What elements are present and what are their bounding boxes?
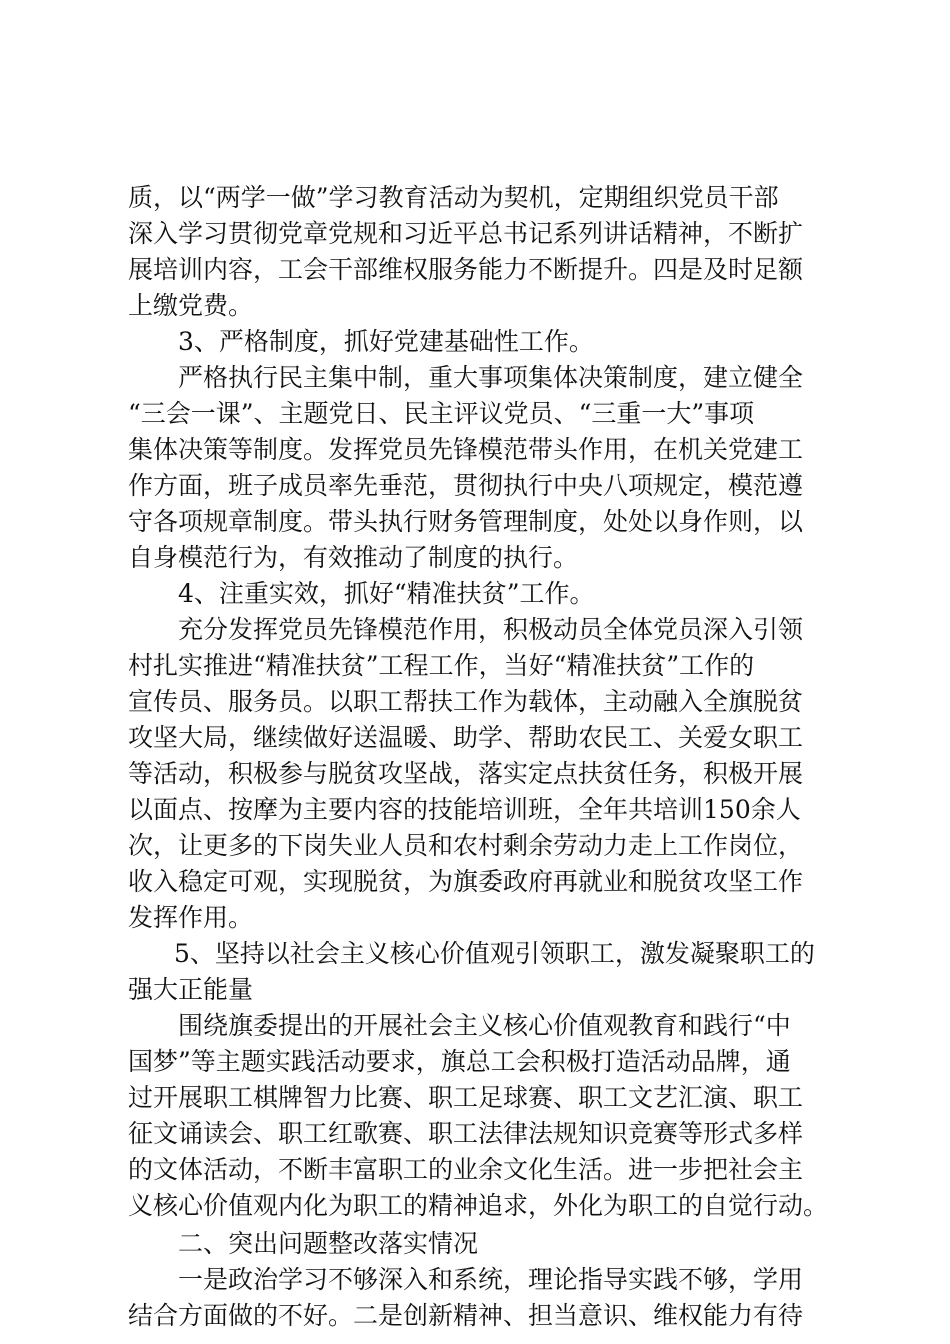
text-line: 围绕旗委提出的开展社会主义核心价值观教育和践行“中 (178, 1011, 791, 1040)
text-line: 等活动，积极参与脱贫攻坚战，落实定点扶贫任务，积极开展 (128, 759, 804, 788)
text-line: 守各项规章制度。带头执行财务管理制度，处处以身作则，以 (128, 507, 804, 536)
text-line: “三会一课”、主题党日、民主评议党员、“三重一大”事项 (128, 399, 755, 428)
text-line: 展培训内容，工会干部维权服务能力不断提升。四是及时足额 (128, 255, 804, 284)
text-line: 攻坚大局，继续做好送温暖、助学、帮助农民工、关爱女职工 (128, 723, 804, 752)
text-line: 深入学习贯彻党章党规和习近平总书记系列讲话精神，不断扩 (128, 219, 804, 248)
section-heading: 二、突出问题整改落实情况 (178, 1229, 479, 1258)
text-line: 国梦”等主题实践活动要求，旗总工会积极打造活动品牌，通 (128, 1047, 791, 1076)
text-line: 发挥作用。 (128, 903, 254, 932)
text-line: 的文体活动，不断丰富职工的业余文化生活。进一步把社会主 (128, 1155, 804, 1184)
text-line: 作方面，班子成员率先垂范，贯彻执行中央八项规定，模范遵 (128, 471, 804, 500)
text-line: 结合方面做的不好。二是创新精神、担当意识、维权能力有待 (128, 1301, 804, 1330)
text-line: 充分发挥党员先锋模范作用，积极动员全体党员深入引领 (178, 615, 804, 644)
text-line: 次，让更多的下岗失业人员和农村剩余劳动力走上工作岗位， (128, 831, 804, 860)
text-line: 宣传员、服务员。以职工帮扶工作为载体，主动融入全旗脱贫 (128, 687, 804, 716)
section-heading: 4、注重实效，抓好“精准扶贫”工作。 (178, 579, 595, 608)
section-heading: 3、严格制度，抓好党建基础性工作。 (178, 327, 594, 356)
text-line: 过开展职工棋牌智力比赛、职工足球赛、职工文艺汇演、职工 (128, 1083, 804, 1112)
text-line: 收入稳定可观，实现脱贫，为旗委政府再就业和脱贫攻坚工作 (128, 867, 804, 896)
section-heading: 5、坚持以社会主义核心价值观引领职工，激发凝聚职工的 (174, 939, 815, 968)
text-line: 严格执行民主集中制，重大事项集体决策制度，建立健全 (178, 363, 804, 392)
text-line: 村扎实推进“精准扶贫”工程工作，当好“精准扶贫”工作的 (128, 651, 755, 680)
text-line: 以面点、按摩为主要内容的技能培训班，全年共培训150余人 (128, 795, 801, 824)
text-line: 强大正能量 (128, 975, 254, 1004)
text-line: 征文诵读会、职工红歌赛、职工法律法规知识竞赛等形式多样 (128, 1119, 804, 1148)
text-line: 自身模范行为，有效推动了制度的执行。 (128, 543, 579, 572)
text-line: 义核心价值观内化为职工的精神追求，外化为职工的自觉行动。 (128, 1191, 829, 1220)
text-line: 质，以“两学一做”学习教育活动为契机，定期组织党员干部 (128, 183, 779, 212)
text-line: 上缴党费。 (128, 291, 254, 320)
text-line: 一是政治学习不够深入和系统，理论指导实践不够，学用 (178, 1265, 804, 1294)
text-line: 集体决策等制度。发挥党员先锋模范带头作用，在机关党建工 (128, 435, 804, 464)
